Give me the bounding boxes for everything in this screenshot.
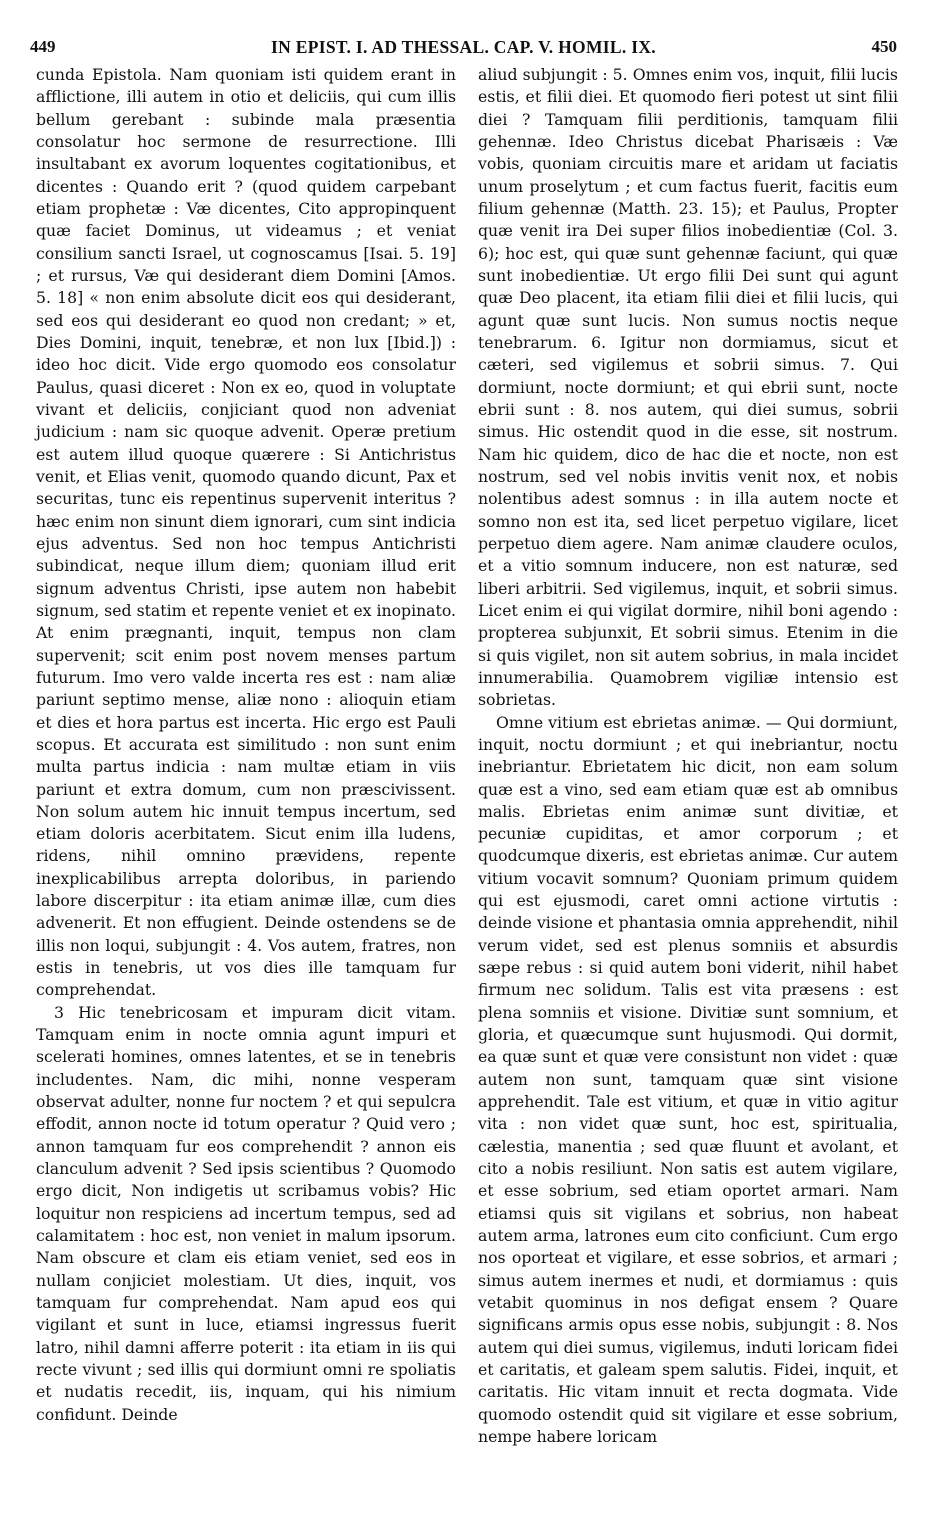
running-title: IN EPIST. I. AD THESSAL. CAP. V. HOMIL. IX. — [271, 36, 656, 57]
right-page-number: 450 — [871, 37, 897, 56]
right-text-column — [478, 64, 898, 1448]
right-paragraph-2: Omne vitium est ebrietas animæ. — Qui dormiunt, inquit, noctu dormiunt ; et qui inebriantur, noctu inebriantur. Ebrietatem hic dicit, non eam solum quæ est a vino, sed eam etiam quæ est ab omnibus malis. Ebrietas enim animæ sunt divitiæ, et pecuniæ cupiditas, et amor corporum ; et quodcumque dixeris, est ebrietas animæ. Cur autem vitium vocavit somnum? Quoniam primum quidem qui est ejusmodi, caret omni actione virtutis : deinde visione et phantasia omnia apprehendit, nihil verum videt, sed est plenus somniis et absurdis sæpe rebus : si quid autem boni viderit, nihil habet firmum nec solidum. Talis est vita præsens : est plena somniis et visione. Divitiæ sunt somnium, et gloria, et quæcumque sunt hujusmodi. Qui dormit, ea quæ sunt et quæ vere consistunt non videt : quæ autem non sunt, tamquam quæ sint visione apprehendit. Tale est vitium, et quæ in vitio agitur vita : non videt quæ sunt, hoc est, spiritualia, cælestia, manentia ; sed quæ fluunt et avolant, et cito a nobis resiliunt. Non satis est autem vigilare, et esse sobrium, sed etiam oportet armari. Nam etiamsi quis sit vigilans et sobrius, non habeat autem arma, latrones eum cito conficiunt. Cum ergo nos oporteat et vigilare, et esse sobrios, et armari ; simus autem inermes et nudi, et dormiamus : quis vetabit quominus in nos defigat ensem ? Quare significans armis opus esse nobis, subjungit : 8. Nos autem qui diei sumus, vigilemus, induti loricam fidei et caritatis, et galeam spem salutis. Fidei, inquit, et caritatis. Hic vitam innuit et recta dogmata. Vide quomodo ostendit quid sit vigilare et esse sobrium, nempe habere loricam — [478, 712, 898, 1447]
left-paragraph-1: cunda Epistola. Nam quoniam isti quidem erant in afflictione, illi autem in otio et deliciis, qui cum illis bellum gerebant : subinde mala præsentia consolatur hoc sermone de resurrectione. Illi insultabant ex avorum loquentes cogitationibus, et dicentes : Quando erit ? (quod quidem carpebant etiam prophetæ : Væ dicentes, Cito appropinquent quæ faciet Dominus, ut videamus ; et veniat consilium sancti Israel, ut cognoscamus [Isai. 5. 19] ; et rursus, Væ qui desiderant diem Domini [Amos. 5. 18] « non enim absolute dicit eos qui desiderant, sed eos qui desiderant eo quod non credant; » et, Dies Domini, inquit, tenebræ, et non lux [Ibid.]) : ideo hoc dicit. Vide ergo quomodo eos consolatur Paulus, quasi diceret : Non ex eo, quod in voluptate vivant et deliciis, conjiciant quod non adveniat judicium : nam sic quoque advenit. Operæ pretium est autem illud quoque quærere : Si Antichristus venit, et Elias venit, quomodo quando dicunt, Pax et securitas, tunc eis repentinus supervenit interitus ? hæc enim non sinunt diem ignorari, cum sint indicia ejus adventus. Sed non hoc tempus Antichristi subindicat, neque illum diem; quoniam illud erit signum adventus Christi, ipse autem non habebit signum, sed statim et repente veniet et ex inopinato. At enim prægnanti, inquit, tempus non clam supervenit; scit enim post novem menses partum futurum. Imo vero valde incerta res est : nam aliæ pariunt septimo mense, aliæ nono : alioquin etiam et dies et hora partus est incerta. Hic ergo est Pauli scopus. Et accurata est similitudo : non sunt enim multa partus indicia : nam multæ etiam in viis pariunt et extra domum, cum non præscivissent. Non solum autem hic innuit tempus incertum, sed etiam doloris acerbitatem. Sicut enim illa ludens, ridens, nihil omnino prævidens, repente inexplicabilibus arrepta doloribus, in pariendo labore discerpitur : ita etiam animæ illæ, cum dies advenerit. Et non effugient. Deinde ostendens se de illis non loqui, subjungit : 4. Vos autem, fratres, non estis in tenebris, ut vos dies ille tamquam fur comprehendat. — [36, 65, 456, 1000]
left-text-column — [36, 64, 456, 1426]
left-page-number: 449 — [30, 37, 56, 56]
right-paragraph-1: aliud subjungit : 5. Omnes enim vos, inquit, filii lucis estis, et filii diei. Et quomodo fieri potest ut sint filii diei ? Tamquam filii perditionis, tamquam filii gehennæ. Ideo Christus dicebat Pharisæis : Væ vobis, quoniam circuitis mare et aridam ut faciatis unum proselytum ; et cum factus fuerit, facitis eum filium gehennæ (Matth. 23. 15); et Paulus, Propter quæ venit ira Dei super filios inobedientiæ (Col. 3. 6); hoc est, qui quæ sunt gehennæ faciunt, qui quæ sunt inobedientiæ. Ut ergo filii Dei sunt qui agunt quæ Deo placent, ita etiam filii diei et filii lucis, qui agunt quæ sunt lucis. Non sumus noctis neque tenebrarum. 6. Igitur non dormiamus, sicut et cæteri, sed vigilemus et sobrii simus. 7. Qui dormiunt, nocte dormiunt; et qui ebrii sunt, nocte ebrii sunt : 8. nos autem, qui diei sumus, sobrii simus. Hic ostendit quod in die esse, sit nostrum. Nam hic quidem, dico de hac die et nocte, non est nostrum, sed vel nobis invitis venit nox, et nobis nolentibus adest somnus : in illa autem nocte et somno non est ita, sed licet perpetuo vigilare, licet perpetuo diem agere. Nam animæ claudere oculos, et a vitio somnum inducere, non est naturæ, sed liberi arbitrii. Sed vigilemus, inquit, et sobrii simus. Licet enim ei qui vigilat dormire, nihil boni agendo : propterea subjunxit, Et sobrii simus. Etenim in die si quis vigilet, non sit autem sobrius, in mala incidet innumerabilia. Quamobrem vigiliæ intensio est sobrietas. — [478, 65, 898, 710]
left-paragraph-2: 3 Hic tenebricosam et impuram dicit vitam. Tamquam enim in nocte omnia agunt impuri et scelerati homines, omnes latentes, et se in tenebris includentes. Nam, dic mihi, nonne vesperam observat adulter, nonne fur noctem ? et qui sepulcra effodit, annon nocte id totum operatur ? Quid vero ; annon tamquam fur eos comprehendit ? annon eis clanculum advenit ? Sed ipsis scientibus ? Quomodo ergo dicit, Non indigetis ut scribamus vobis? Hic loquitur non respiciens ad incertum tempus, sed ad calamitatem : hoc est, non veniet in malum ipsorum. Nam obscure et clam eis etiam veniet, sed eos in nullam conjiciet molestiam. Ut dies, inquit, vos tamquam fur comprehendat. Nam apud eos qui vigilant et sunt in luce, etiamsi ingressus fuerit latro, nihil damni afferre poterit : ita etiam in iis qui recte vivunt ; sed illis qui dormiunt omni re spoliatis et nudatis recedit, iis, inquam, qui his nimium confidunt. Deinde — [36, 1002, 456, 1424]
running-header — [30, 34, 897, 60]
